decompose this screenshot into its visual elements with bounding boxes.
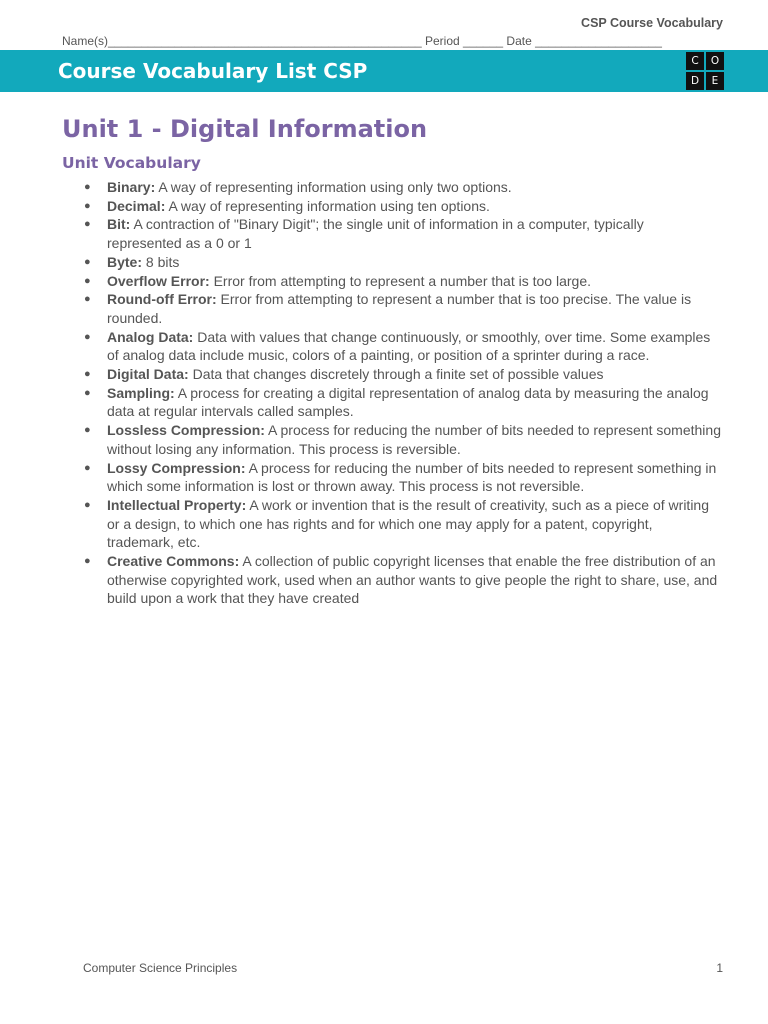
vocab-definition: Data that changes discretely through a finite set of possible values <box>188 366 604 383</box>
bullet-icon: ● <box>84 181 91 193</box>
bullet-icon: ● <box>84 424 91 437</box>
bullet-icon: ● <box>84 293 91 306</box>
vocab-term: Analog Data: <box>107 328 194 345</box>
vocab-term: Decimal: <box>107 197 166 214</box>
vocab-item <box>62 552 722 608</box>
bullet-icon: ● <box>84 555 91 568</box>
vocab-item <box>62 290 722 327</box>
logo-letter: D <box>686 72 704 90</box>
bullet-icon: ● <box>84 218 91 231</box>
bullet-icon: ● <box>84 274 91 287</box>
bullet-icon: ● <box>84 386 91 399</box>
vocab-item <box>62 197 722 216</box>
vocab-term: Digital Data: <box>107 366 189 383</box>
vocab-item <box>62 384 722 421</box>
bullet-icon: ● <box>84 330 91 343</box>
vocab-definition: Error from attempting to represent a number that is too precise. The value is rounded. <box>107 291 692 326</box>
vocab-term: Binary: <box>107 179 156 195</box>
logo-letter: O <box>706 52 724 70</box>
vocab-definition: A process for reducing the number of bits needed to represent something without losing any information. This process is reversible. <box>107 422 721 457</box>
vocab-definition: A work or invention that is the result of creativity, such as a piece of writing or a design, to which one has rights and for which one may apply for a patent, copyright, trademark, etc. <box>107 496 710 551</box>
footer-page-number: 1 <box>716 961 723 975</box>
vocab-definition: A way of representing information using ten options. <box>165 197 490 214</box>
vocab-item <box>62 215 722 252</box>
bullet-icon: ● <box>84 368 91 381</box>
banner-title: Course Vocabulary List CSP <box>58 59 368 83</box>
name-period-date-line: Name(s)_______________________________________________ Period ______ Date ___________________ <box>62 34 662 48</box>
bullet-icon: ● <box>84 255 91 268</box>
vocab-item <box>62 253 722 272</box>
vocab-term: Overflow Error: <box>107 272 210 289</box>
bullet-icon: ● <box>84 461 91 474</box>
vocab-term: Sampling: <box>107 384 175 401</box>
vocab-term: Lossless Compression: <box>107 422 265 439</box>
vocab-term: Intellectual Property: <box>107 496 247 513</box>
vocab-term: Byte: <box>107 253 143 270</box>
bullet-icon: ● <box>84 199 91 212</box>
vocab-term: Round-off Error: <box>107 291 217 308</box>
logo-letter: E <box>706 72 724 90</box>
unit-title: Unit 1 - Digital Information <box>62 115 428 143</box>
header-doc-label: CSP Course Vocabulary <box>581 16 723 30</box>
section-heading: Unit Vocabulary <box>62 154 201 172</box>
vocab-item <box>62 272 722 291</box>
vocab-term: Creative Commons: <box>107 553 240 570</box>
footer-course: Computer Science Principles <box>83 961 238 975</box>
vocab-term: Lossy Compression: <box>107 459 246 476</box>
vocab-item <box>62 421 722 458</box>
vocab-list <box>62 178 722 608</box>
vocab-item <box>62 365 722 384</box>
vocab-item <box>62 459 722 496</box>
code-logo <box>686 52 724 90</box>
logo-letter: C <box>686 52 704 70</box>
vocab-definition: A contraction of "Binary Digit"; the single unit of information in a computer, typically represented as a 0 or 1 <box>107 216 644 252</box>
vocab-item <box>62 496 722 552</box>
vocab-item <box>62 328 722 365</box>
bullet-icon: ● <box>84 498 91 511</box>
vocab-definition: Data with values that change continuously, or smoothly, over time. Some examples of analog data include music, colors of a painting, or position of a sprinter during a race. <box>107 328 711 364</box>
vocab-definition: A collection of public copyright licenses that enable the free distribution of an otherwise copyrighted work, used when an author wants to give people the right to share, use, and build upon a work that they have created <box>107 553 718 607</box>
vocab-definition: A process for reducing the number of bits needed to represent something in which some information is lost or thrown away. This process is not reversible. <box>107 459 717 495</box>
vocab-definition: A way of representing information using only two options. <box>155 179 512 195</box>
vocab-definition: 8 bits <box>142 253 180 270</box>
title-banner <box>0 50 768 92</box>
vocab-definition: Error from attempting to represent a number that is too large. <box>209 272 591 289</box>
vocab-item <box>62 178 722 197</box>
vocab-term: Bit: <box>107 216 131 233</box>
vocab-definition: A process for creating a digital representation of analog data by measuring the analog data at regular intervals called samples. <box>107 384 709 420</box>
